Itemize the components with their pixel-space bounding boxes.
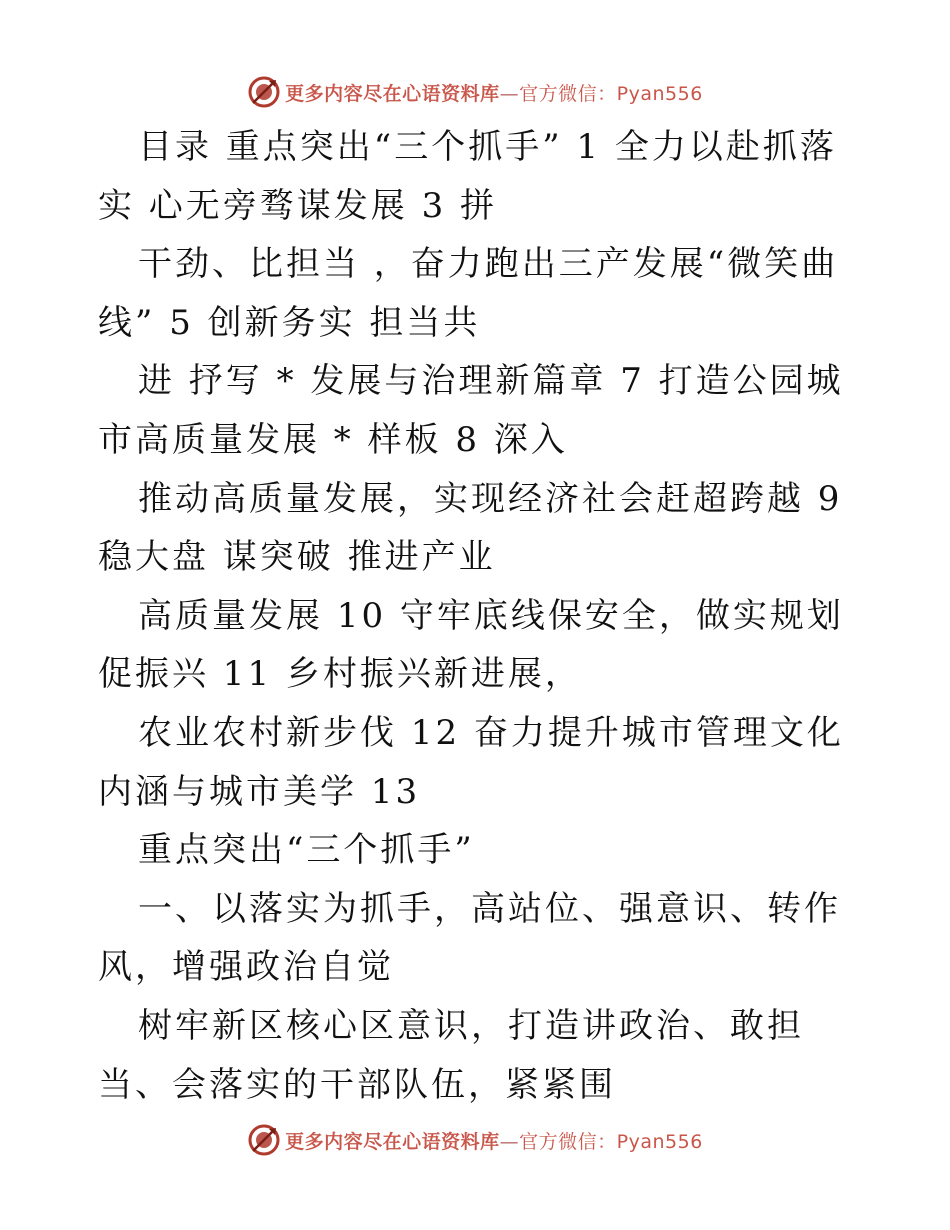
watermark-contact-text: 官方微信：Pyan556 [519, 82, 703, 105]
paragraph: 树牢新区核心区意识，打造讲政治、敢担当、会落实的干部队伍，紧紧围 [98, 1005, 804, 1105]
watermark-contact-text: 官方微信：Pyan556 [519, 1130, 703, 1153]
watermark-separator: — [499, 1130, 520, 1153]
paragraph: 高质量发展 10 守牢底线保安全，做实规划促振兴 11 乡村振兴新进展， [98, 595, 844, 695]
paragraph: 农业农村新步伐 12 奋力提升城市管理文化内涵与城市美学 13 [98, 712, 844, 812]
paragraph: 推动高质量发展，实现经济社会赶超跨越 9 稳大盘 谋突破 推进产业 [98, 478, 843, 578]
document-body [98, 118, 858, 1114]
seal-logo-icon [247, 75, 281, 109]
watermark-main-text: 更多内容尽在心语资料库 [285, 1130, 500, 1153]
subsection-heading: 一、以落实为抓手，高站位、强意识、转作风，增强政治自觉 [98, 888, 841, 988]
watermark-main-text: 更多内容尽在心语资料库 [285, 82, 500, 105]
section-heading: 重点突出“三个抓手” [138, 830, 475, 871]
footer-watermark-banner [0, 1120, 950, 1160]
paragraph: 目录 重点突出“三个抓手” 1 全力以赴抓落实 心无旁骛谋发展 3 拼 [98, 127, 837, 226]
watermark-text [285, 1127, 703, 1154]
paragraph: 进 抒写 * 发展与治理新篇章 7 打造公园城市高质量发展 * 样板 8 深入 [98, 361, 844, 460]
watermark-text [285, 79, 703, 106]
seal-logo-icon [247, 1123, 281, 1157]
watermark-separator: — [499, 82, 520, 105]
header-watermark-banner [0, 72, 950, 112]
paragraph: 干劲、比担当 ，奋力跑出三产发展“微笑曲线” 5 创新务实 担当共 [98, 244, 839, 343]
